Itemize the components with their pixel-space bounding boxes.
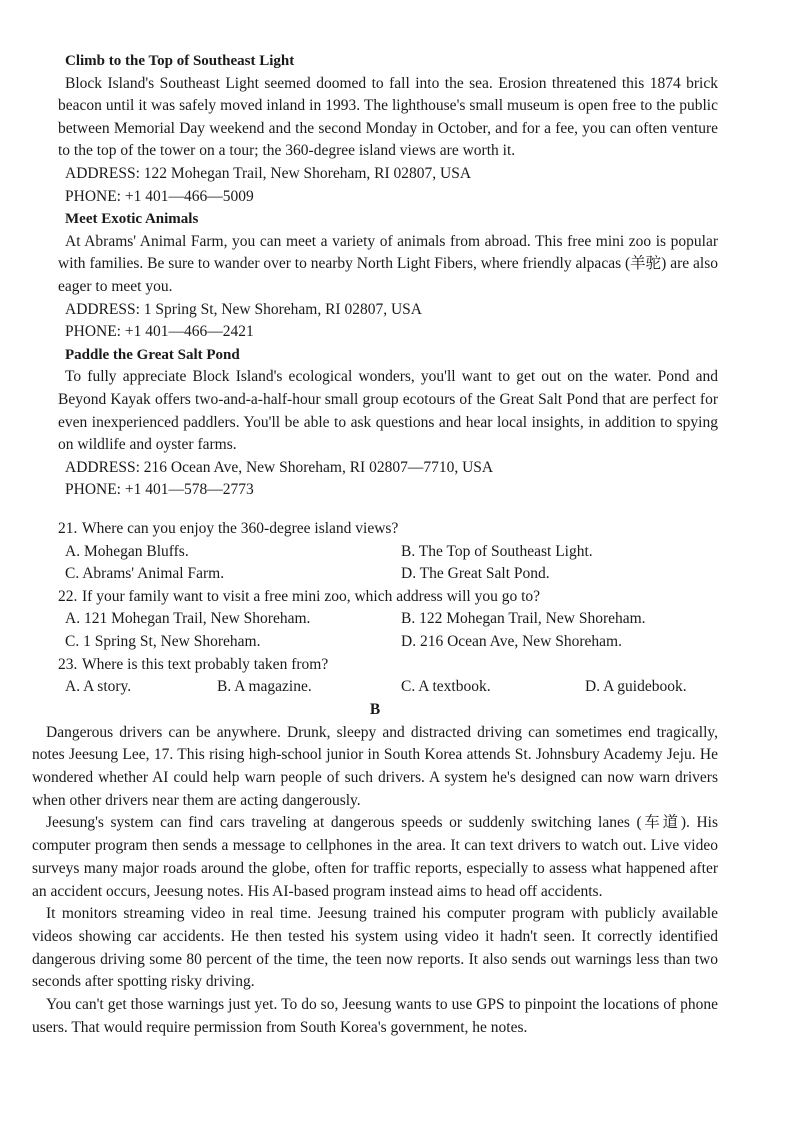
listing-title: Paddle the Great Salt Pond [65,346,240,363]
option-d: D. 216 Ocean Ave, New Shoreham. [401,632,622,650]
questions [58,518,722,699]
question-number: 23. [58,655,78,673]
paragraph: It monitors streaming video in real time. Jeesung trained his computer program with publicly available videos showing car accidents. He then tested his system using video it hadn't seen. It correctly identified dangerous driving some 80 percent of the time, the teen now reports. It also sends out warnings less than two seconds after spotting risky driving. [32,905,718,991]
paragraph: You can't get those warnings just yet. To do so, Jeesung wants to use GPS to pinpoint the locations of phone users. That would require permission from South Korea's government, he notes. [32,996,718,1036]
option-a: A. A story. [65,678,132,696]
option-b: B. 122 Mohegan Trail, New Shoreham. [401,610,646,628]
listing-body: To fully appreciate Block Island's ecological wonders, you'll want to get out on the water. Pond and Beyond Kayak offers two-and-a-half-hour small group ecotours of the Great Salt Pond that are perfect for even inexperienced paddlers. You'll be able to ask questions and hear local insights, in addition to spying on wildlife and oyster farms. [58,368,718,454]
option-a: A. Mohegan Bluffs. [65,542,189,560]
question-text: Where can you enjoy the 360-degree island views? [82,520,399,537]
option-c: C. 1 Spring St, New Shoreham. [65,632,261,650]
question-text: If your family want to visit a free mini zoo, which address will you go to? [82,587,541,605]
listing-animal-farm [58,208,718,344]
question-22 [58,586,722,654]
paragraph: Jeesung's system can find cars traveling at dangerous speeds or suddenly switching lanes (车道). His computer program then sends a message to cellphones in the area. It can text drivers to watch out. Live video surveys many major roads around the globe, often for traffic reports, especially to assess what happened after an accident occurs, Jeesung notes. His AI-based program instead aims to head off accidents. [32,814,718,900]
section-label: B [369,701,381,718]
listing-address: ADDRESS: 216 Ocean Ave, New Shoreham, RI 02807—7710, USA [65,458,494,476]
option-d: D. The Great Salt Pond. [401,565,550,583]
listing-body: At Abrams' Animal Farm, you can meet a variety of animals from abroad. This free mini zoo is popular with families. Be sure to wander over to nearby North Light Fibers, where friendly alpacas (羊驼) are also eager to meet you. [58,232,718,295]
section-a [58,50,718,502]
listing-address: ADDRESS: 122 Mohegan Trail, New Shoreham, RI 02807, USA [65,164,472,182]
option-b: B. The Top of Southeast Light. [401,542,593,560]
listing-title: Climb to the Top of Southeast Light [65,53,295,69]
listing-southeast-light [58,50,718,208]
listing-title: Meet Exotic Animals [65,211,199,228]
question-number: 22. [58,587,78,605]
section-b [32,699,718,1039]
listing-phone: PHONE: +1 401—466—5009 [65,187,254,205]
option-c: C. Abrams' Animal Farm. [65,565,225,583]
option-c: C. A textbook. [401,678,491,696]
option-a: A. 121 Mohegan Trail, New Shoreham. [65,610,311,628]
question-23 [58,654,722,699]
listing-phone: PHONE: +1 401—466—2421 [65,323,254,341]
question-21 [58,518,722,586]
listing-salt-pond [58,344,718,502]
option-d: D. A guidebook. [585,678,687,696]
question-number: 21. [58,520,78,537]
question-text: Where is this text probably taken from? [82,655,329,673]
paragraph: Dangerous drivers can be anywhere. Drunk, sleepy and distracted driving can sometimes end tragically, notes Jeesung Lee, 17. This rising high-school junior in South Korea attends St. Johnsbury Academy Jeju. He wondered whether AI could help warn people of such drivers. A system he's designed can now warn drivers when other drivers near them are acting dangerously. [32,723,718,809]
listing-body: Block Island's Southeast Light seemed doomed to fall into the sea. Erosion threatened this 1874 brick beacon until it was safely moved inland in 1993. The lighthouse's small museum is open free to the public between Memorial Day weekend and the second Monday in October, and for a fee, you can often venture to the top of the tower on a tour; the 360-degree island views are worth it. [58,74,718,160]
listing-address: ADDRESS: 1 Spring St, New Shoreham, RI 02807, USA [65,300,422,318]
option-b: B. A magazine. [217,678,312,696]
listing-phone: PHONE: +1 401—578—2773 [65,481,254,499]
